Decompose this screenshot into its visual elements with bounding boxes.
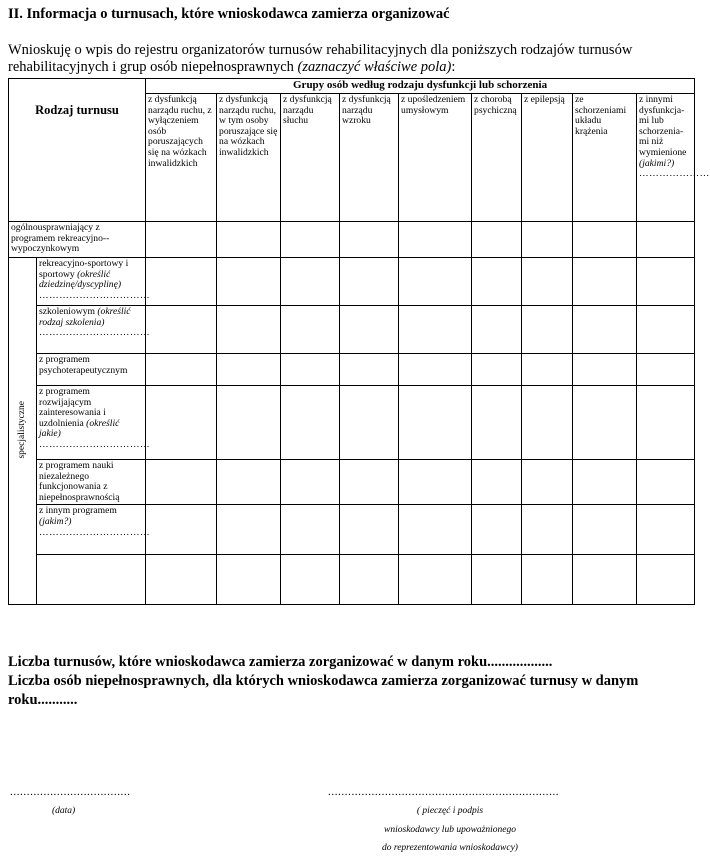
checkbox-cell[interactable]	[399, 222, 472, 258]
spec-row-label	[37, 460, 146, 505]
spec-row-empty	[37, 555, 146, 605]
checkbox-cell[interactable]	[472, 258, 522, 306]
checkbox-cell[interactable]	[573, 460, 637, 505]
checkbox-cell[interactable]	[399, 386, 472, 460]
general-row-label: ogólnousprawniający z programem rekreacyjno--wypoczynkowym	[9, 222, 146, 258]
checkbox-cell[interactable]	[217, 460, 281, 505]
spec-row-text: z innym programem	[39, 505, 117, 517]
checkbox-cell[interactable]	[281, 258, 340, 306]
spec-row-text: z programem nauki niezależnego funkcjonowania z niepełnosprawnością	[39, 460, 120, 503]
spec-row-label	[37, 258, 151, 306]
specjalistyczne-side-label	[9, 258, 37, 605]
checkbox-cell[interactable]	[472, 222, 522, 258]
spec-row-text: szkoleniowym	[39, 306, 98, 317]
checkbox-cell[interactable]	[573, 222, 637, 258]
checkbox-cell[interactable]	[340, 505, 399, 555]
other-group-instruction: (jakimi?)	[639, 157, 675, 169]
checkbox-cell[interactable]	[340, 306, 399, 354]
checkbox-cell[interactable]	[637, 460, 695, 505]
spec-row-dots: ……………………………	[39, 526, 151, 538]
checkbox-cell[interactable]	[573, 306, 637, 354]
checkbox-cell[interactable]	[637, 505, 695, 555]
checkbox-cell[interactable]	[281, 354, 340, 386]
checkbox-cell[interactable]	[522, 386, 573, 460]
signature-dotted-line: .....................................................................	[328, 786, 560, 798]
checkbox-cell[interactable]	[340, 460, 399, 505]
intro-tail: :	[451, 59, 456, 75]
group-column-header	[472, 94, 522, 222]
checkbox-cell[interactable]	[146, 460, 217, 505]
footer-person-count: Liczba osób niepełnosprawnych, dla których wnioskodawca zamierza zorganizować turnusy w danym roku...........	[8, 673, 639, 708]
spec-row-text: rekreacyjno-sportowy i sportowy	[39, 258, 129, 280]
checkbox-cell[interactable]	[281, 222, 340, 258]
checkbox-cell[interactable]	[146, 258, 217, 306]
checkbox-cell[interactable]	[522, 258, 573, 306]
group-column-header	[573, 94, 637, 222]
checkbox-cell[interactable]	[573, 555, 637, 605]
group-column-label: z innymi dysfunkcja-mi lub schorzenia-mi niż wymienione	[639, 94, 687, 158]
checkbox-cell[interactable]	[217, 222, 281, 258]
checkbox-cell[interactable]	[637, 555, 695, 605]
side-label-text: specjalistyczne	[17, 400, 28, 459]
group-column-label: z dysfunkcją narządu ruchu, w tym osoby poruszające się na wózkach inwalidzkich	[219, 94, 278, 158]
date-label: (data)	[52, 806, 76, 816]
group-column-header	[637, 94, 710, 222]
date-dotted-line: ....................................	[10, 786, 131, 798]
group-column-label: z dysfunkcją narządu ruchu, z wyłączeniem osób poruszających się na wózkach inwalidzkich	[148, 94, 212, 169]
group-column-header	[340, 94, 399, 222]
checkbox-cell[interactable]	[217, 505, 281, 555]
checkbox-cell[interactable]	[472, 505, 522, 555]
other-group-dots: …………………	[639, 168, 710, 180]
checkbox-cell[interactable]	[281, 386, 340, 460]
intro-paragraph	[8, 42, 692, 76]
checkbox-cell[interactable]	[399, 258, 472, 306]
checkbox-cell[interactable]	[340, 555, 399, 605]
spec-row-instruction: (określić jakie)	[39, 417, 120, 440]
checkbox-cell[interactable]	[472, 354, 522, 386]
checkbox-cell[interactable]	[399, 460, 472, 505]
section-heading: II. Informacja o turnusach, które wnioskodawca zamierza organizować	[8, 6, 450, 22]
footer-turnus-count: Liczba turnusów, które wnioskodawca zamierza zorganizować w danym roku..................	[8, 654, 553, 670]
group-column-header	[217, 94, 281, 222]
checkbox-cell[interactable]	[281, 460, 340, 505]
checkbox-cell[interactable]	[217, 258, 281, 306]
checkbox-cell[interactable]	[217, 386, 281, 460]
checkbox-cell[interactable]	[281, 555, 340, 605]
checkbox-cell[interactable]	[573, 354, 637, 386]
spec-row-text: z programem psychoterapeutycznym	[39, 354, 128, 376]
group-column-label: z chorobą psychiczną	[474, 94, 517, 116]
checkbox-cell[interactable]	[146, 354, 217, 386]
checkbox-cell[interactable]	[472, 460, 522, 505]
checkbox-cell[interactable]	[472, 386, 522, 460]
checkbox-cell[interactable]	[340, 354, 399, 386]
checkbox-cell[interactable]	[522, 555, 573, 605]
spec-row-instruction: (określić rodzaj szkolenia)	[39, 306, 131, 328]
checkbox-cell[interactable]	[522, 505, 573, 555]
spec-row-dots: ……………………………	[39, 327, 151, 339]
checkbox-cell[interactable]	[399, 555, 472, 605]
rodzaj-turnusu-header: Rodzaj turnusu	[9, 79, 146, 222]
spec-row-label	[37, 306, 151, 354]
spec-row-dots: ……………………………	[39, 438, 151, 450]
checkbox-cell[interactable]	[340, 386, 399, 460]
checkbox-cell[interactable]	[340, 258, 399, 306]
checkbox-cell[interactable]	[573, 505, 637, 555]
checkbox-cell[interactable]	[146, 555, 217, 605]
checkbox-cell[interactable]	[399, 306, 472, 354]
spec-row-label	[37, 354, 146, 386]
checkbox-cell[interactable]	[217, 306, 281, 354]
checkbox-cell[interactable]	[522, 222, 573, 258]
checkbox-cell[interactable]	[522, 460, 573, 505]
group-column-header	[522, 94, 573, 222]
checkbox-cell[interactable]	[573, 386, 637, 460]
spec-row-label	[37, 505, 151, 555]
group-column-header	[399, 94, 472, 222]
checkbox-cell[interactable]	[637, 258, 695, 306]
checkbox-cell[interactable]	[217, 354, 281, 386]
checkbox-cell[interactable]	[637, 222, 695, 258]
checkbox-cell[interactable]	[472, 306, 522, 354]
turnus-table	[8, 78, 710, 605]
spec-row-instruction: (jakim?)	[39, 515, 72, 527]
checkbox-cell[interactable]	[146, 386, 217, 460]
group-column-label: z epilepsją	[524, 94, 565, 105]
stamp-label-3: do reprezentowania wnioskodawcy)	[382, 843, 518, 853]
checkbox-cell[interactable]	[217, 555, 281, 605]
checkbox-cell[interactable]	[146, 306, 217, 354]
checkbox-cell[interactable]	[399, 354, 472, 386]
spec-row-instruction: (określić dziedzinę/dyscyplinę)	[39, 268, 122, 291]
spec-row-label	[37, 386, 151, 460]
checkbox-cell[interactable]	[522, 354, 573, 386]
intro-instruction: (zaznaczyć właściwe pola)	[297, 59, 452, 75]
stamp-label-2: wnioskodawcy lub upoważnionego	[384, 825, 516, 835]
group-column-label: z dysfunkcją narządu wzroku	[342, 94, 391, 127]
checkbox-cell[interactable]	[472, 555, 522, 605]
checkbox-cell[interactable]	[399, 505, 472, 555]
checkbox-cell[interactable]	[637, 354, 695, 386]
checkbox-cell[interactable]	[340, 222, 399, 258]
spec-row-text: z programem rozwijającym zainteresowania i uzdolnienia	[39, 386, 106, 429]
group-column-label: z upośledzeniem umysłowym	[401, 94, 466, 116]
checkbox-cell[interactable]	[146, 505, 217, 555]
group-column-header	[281, 94, 340, 222]
checkbox-cell[interactable]	[637, 306, 695, 354]
checkbox-cell[interactable]	[281, 306, 340, 354]
checkbox-cell[interactable]	[522, 306, 573, 354]
checkbox-cell[interactable]	[146, 222, 217, 258]
group-column-label: z dysfunkcją narządu słuchu	[283, 94, 332, 127]
spec-row-dots: ……………………………	[39, 289, 151, 301]
stamp-label-1: ( pieczęć i podpis	[416, 806, 484, 816]
checkbox-cell[interactable]	[281, 505, 340, 555]
checkbox-cell[interactable]	[637, 386, 695, 460]
groups-header: Grupy osób według rodzaju dysfunkcji lub schorzenia	[146, 79, 695, 94]
group-column-label: ze schorzeniami układu krążenia	[575, 94, 627, 137]
checkbox-cell[interactable]	[573, 258, 637, 306]
intro-text: Wnioskuję o wpis do rejestru organizatorów turnusów rehabilitacyjnych dla poniższych rodzajów turnusów rehabilitacyjnych i grup osób niepełnosprawnych	[8, 42, 633, 75]
group-column-header	[146, 94, 217, 222]
